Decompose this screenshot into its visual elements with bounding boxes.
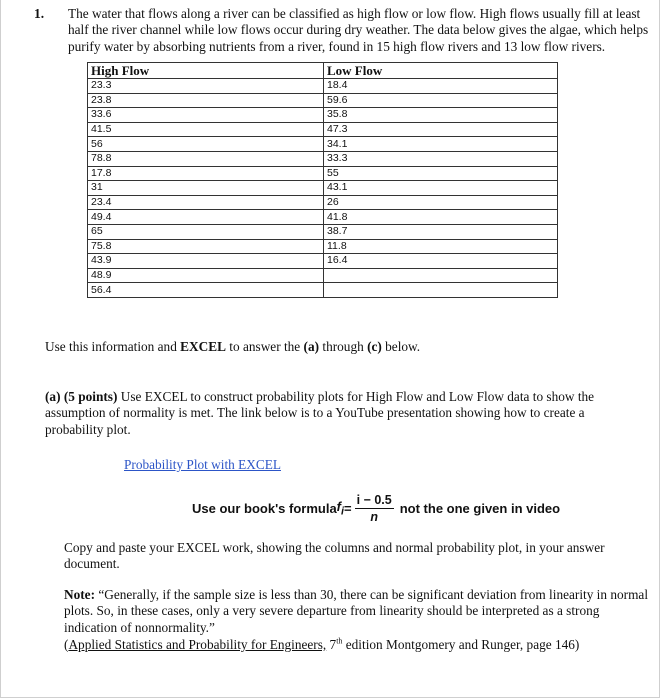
instructions-text: through: [319, 339, 368, 354]
table-row: [88, 268, 558, 283]
low-flow-cell: 47.3: [324, 122, 558, 137]
citation-edition-sup: th: [336, 636, 343, 646]
instructions-text: to answer the: [225, 339, 304, 354]
high-flow-cell: 49.4: [88, 210, 324, 225]
high-flow-header: High Flow: [88, 63, 324, 79]
formula-equals: =: [344, 500, 352, 516]
low-flow-cell: 11.8: [324, 239, 558, 254]
table-row: [88, 224, 558, 239]
high-flow-cell: 75.8: [88, 239, 324, 254]
high-flow-cell: 33.6: [88, 108, 324, 123]
low-flow-cell: 26: [324, 195, 558, 210]
citation: [64, 637, 579, 653]
low-flow-header: Low Flow: [324, 63, 558, 79]
high-flow-cell: 41.5: [88, 122, 324, 137]
copy-instructions: Copy and paste your EXCEL work, showing the columns and normal probability plot, in your answer document.: [64, 540, 605, 572]
low-flow-cell: [324, 268, 558, 283]
low-flow-cell: 38.7: [324, 224, 558, 239]
table-row: [88, 254, 558, 269]
note-text: “Generally, if the sample size is less than 30, there can be significant deviation from linearity in normal plots. So, in these cases, only a very severe departure from linearity should be interpreted as a strong indication of nonnormality.”: [64, 587, 649, 635]
table-row: [88, 122, 558, 137]
part-a-ref: (a): [303, 339, 320, 354]
formula-subscript: i: [341, 505, 345, 518]
table-body: [88, 79, 558, 298]
table-row: [88, 210, 558, 225]
high-flow-cell: 56.4: [88, 283, 324, 298]
table-row: [88, 283, 558, 298]
high-flow-cell: 43.9: [88, 254, 324, 269]
table-row: [88, 181, 558, 196]
table-row: [88, 166, 558, 181]
low-flow-cell: 18.4: [324, 79, 558, 94]
high-flow-cell: 56: [88, 137, 324, 152]
probability-plot-link[interactable]: Probability Plot with EXCEL: [124, 457, 281, 472]
low-flow-cell: 55: [324, 166, 558, 181]
table-header-row: [88, 63, 558, 79]
high-flow-cell: 31: [88, 181, 324, 196]
part-a-paragraph: [45, 389, 625, 438]
formula-denominator: n: [370, 509, 378, 524]
table-row: [88, 239, 558, 254]
citation-book-title: Applied Statistics and Probability for Engineers,: [68, 637, 327, 652]
formula-prefix: Use our book's formula: [192, 500, 337, 516]
low-flow-cell: [324, 283, 558, 298]
high-flow-cell: 23.8: [88, 93, 324, 108]
table-row: [88, 93, 558, 108]
high-flow-cell: 23.3: [88, 79, 324, 94]
table-row: [88, 79, 558, 94]
table-row: [88, 108, 558, 123]
high-flow-cell: 48.9: [88, 268, 324, 283]
citation-paren: (: [64, 637, 69, 652]
instructions-text: Use this information and: [45, 339, 181, 354]
question-number: 1.: [34, 6, 45, 21]
instructions-text: below.: [381, 339, 421, 354]
low-flow-cell: 35.8: [324, 108, 558, 123]
formula-suffix: not the one given in video: [399, 500, 561, 516]
high-flow-cell: 65: [88, 224, 324, 239]
high-flow-cell: 23.4: [88, 195, 324, 210]
low-flow-cell: 33.3: [324, 151, 558, 166]
note-paragraph: [64, 587, 649, 636]
formula-f: $f_i$: [336, 498, 345, 518]
low-flow-cell: 16.4: [324, 254, 558, 269]
part-a-label: (a) (5 points): [45, 389, 118, 404]
table-row: [88, 151, 558, 166]
note-label: Note:: [64, 587, 96, 602]
table-row: [88, 195, 558, 210]
citation-edition: 7: [326, 637, 337, 652]
low-flow-cell: 43.1: [324, 181, 558, 196]
low-flow-cell: 59.6: [324, 93, 558, 108]
formula-numerator: i − 0.5: [356, 492, 392, 507]
excel-emphasis: EXCEL: [180, 339, 226, 354]
low-flow-cell: 34.1: [324, 137, 558, 152]
high-flow-cell: 17.8: [88, 166, 324, 181]
part-a-text: Use EXCEL to construct probability plots for High Flow and Low Flow data to show the assumption of normality is met. The link below is to a YouTube presentation showing how to create a probability plot.: [45, 389, 595, 437]
formula-line: [192, 488, 560, 528]
table-row: [88, 137, 558, 152]
citation-rest: edition Montgomery and Runger, page 146): [342, 637, 580, 652]
flow-data-table: [87, 62, 558, 298]
instructions-line: [45, 339, 420, 355]
question-intro: The water that flows along a river can be classified as high flow or low flow. High flows usually fill at least half the river channel while low flows occur during dry weather. The data below gives the algae, which helps purify water by absorbing nutrients from a river, found in 15 high flow rivers and 13 low flow rivers.: [68, 6, 649, 54]
high-flow-cell: 78.8: [88, 151, 324, 166]
low-flow-cell: 41.8: [324, 210, 558, 225]
formula-fraction: [355, 493, 394, 524]
part-c-ref: (c): [367, 339, 382, 354]
